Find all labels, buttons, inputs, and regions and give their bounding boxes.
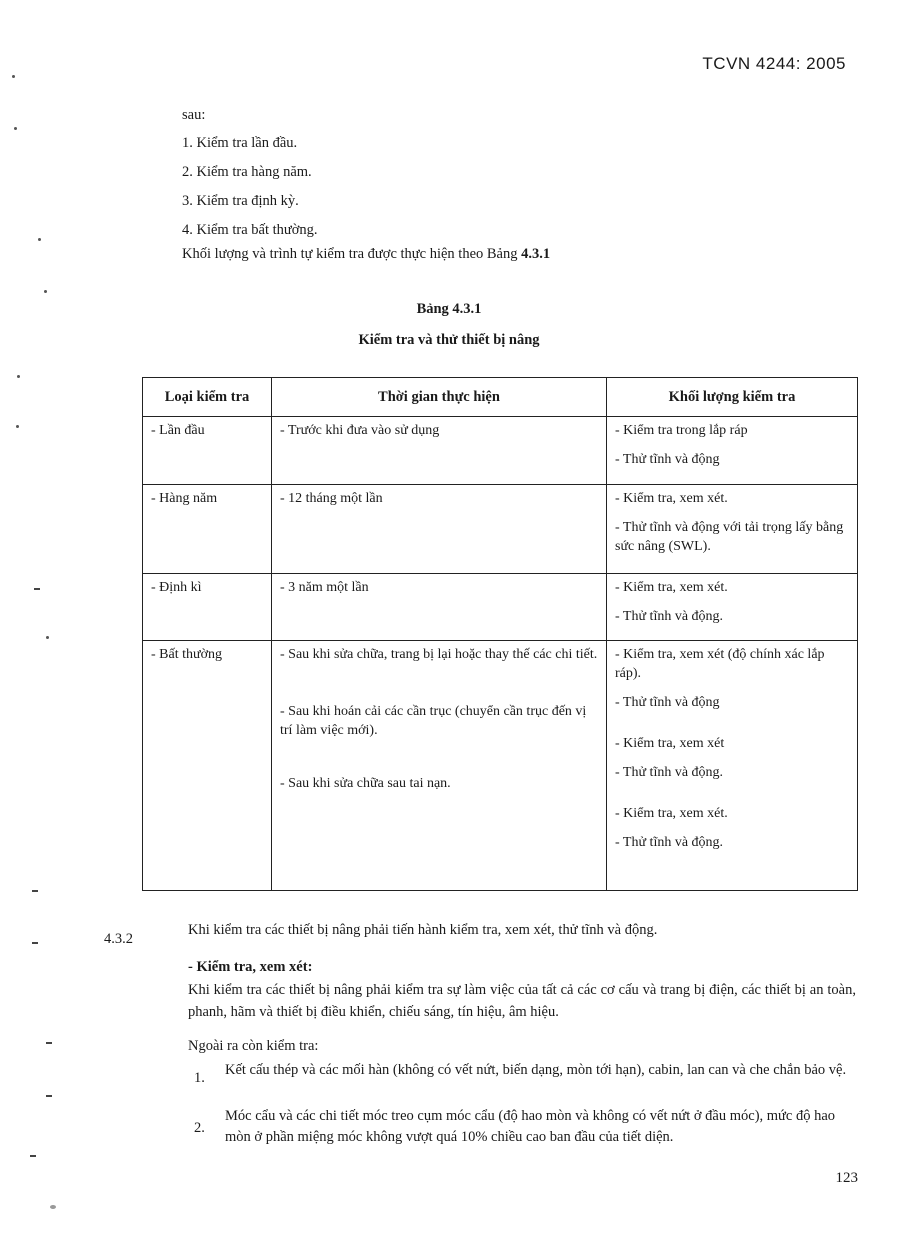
row1-checks <box>607 417 858 485</box>
scan-speck <box>32 890 38 892</box>
table-row <box>143 641 858 891</box>
scan-speck <box>50 1205 56 1209</box>
scan-speck <box>46 1095 52 1097</box>
header-inspection-type: Loại kiểm tra <box>143 378 272 417</box>
row3-checks <box>607 574 858 641</box>
row4-check-c2: - Thử tĩnh và động. <box>615 835 724 850</box>
section-subheading: - Kiểm tra, xem xét: <box>188 959 313 975</box>
row4-time-2: - Sau khi hoán cải các cần trục (chuyển cần trục đến vị trí làm việc mới). <box>280 704 587 738</box>
scan-speck <box>34 588 40 590</box>
header-scope: Khối lượng kiểm tra <box>607 378 858 417</box>
standard-code-header: TCVN 4244: 2005 <box>702 54 846 73</box>
row1-type: - Lần đầu <box>143 417 272 485</box>
row3-time: - 3 năm một lần <box>272 574 607 641</box>
table-row <box>143 417 858 485</box>
intro-lead: sau: <box>182 107 206 123</box>
row3-check-1: - Kiểm tra, xem xét. <box>615 580 728 595</box>
page-number: 123 <box>835 1170 858 1186</box>
row4-checks <box>607 641 858 891</box>
table-reference-text: Khối lượng và trình tự kiểm tra được thực hiện theo Bảng <box>182 246 522 262</box>
scan-speck <box>38 238 41 241</box>
section-paragraph-1: Khi kiểm tra các thiết bị nâng phải kiểm tra sự làm việc của tất cả các cơ cấu và trang bị điện, các thiết bị an toàn, phanh, hãm và thiết bị điều khiển, chiếu sáng, tín hiệu, âm hiệu. <box>188 982 856 1020</box>
row4-check-a2: - Thử tĩnh và động <box>615 695 720 710</box>
row4-time <box>272 641 607 891</box>
scan-speck <box>12 75 15 78</box>
intro-list-item-2: 2. Kiểm tra hàng năm. <box>182 164 312 180</box>
intro-list-item-1: 1. Kiểm tra lần đầu. <box>182 135 298 151</box>
scan-speck <box>16 425 19 428</box>
row4-check-c1: - Kiểm tra, xem xét. <box>615 806 728 821</box>
row4-check-b2: - Thử tĩnh và động. <box>615 765 724 780</box>
row2-check-2: - Thử tĩnh và động với tải trọng lấy bằng sức nâng (SWL). <box>615 520 844 554</box>
row3-type: - Định kì <box>143 574 272 641</box>
scan-speck <box>14 127 17 130</box>
row2-checks <box>607 485 858 574</box>
intro-list-item-4: 4. Kiểm tra bất thường. <box>182 222 318 238</box>
row1-check-1: - Kiểm tra trong lắp ráp <box>615 423 748 438</box>
section-number: 4.3.2 <box>104 931 133 947</box>
row2-check-1: - Kiểm tra, xem xét. <box>615 491 728 506</box>
intro-list-item-3: 3. Kiểm tra định kỳ. <box>182 193 299 209</box>
scan-speck <box>46 636 49 639</box>
row1-time: - Trước khi đưa vào sử dụng <box>272 417 607 485</box>
table-caption-number: Bảng 4.3.1 <box>416 301 482 317</box>
section-intro: Khi kiểm tra các thiết bị nâng phải tiến hành kiểm tra, xem xét, thử tĩnh và động. <box>188 922 658 938</box>
row4-check-a1: - Kiểm tra, xem xét (độ chính xác lắp ráp). <box>615 647 825 681</box>
row4-check-b1: - Kiểm tra, xem xét <box>615 736 725 751</box>
row2-time: - 12 tháng một lần <box>272 485 607 574</box>
header-timing: Thời gian thực hiện <box>272 378 607 417</box>
scan-speck <box>32 942 38 944</box>
section-list-number-2: 2. <box>194 1120 205 1136</box>
row3-check-2: - Thử tĩnh và động. <box>615 609 724 624</box>
table-reference-number: 4.3.1 <box>521 246 551 262</box>
scan-speck <box>30 1155 36 1157</box>
section-paragraph-2: Ngoài ra còn kiểm tra: <box>188 1038 319 1054</box>
row4-type: - Bất thường <box>143 641 272 891</box>
row1-check-2: - Thử tĩnh và động <box>615 452 720 467</box>
scan-speck <box>44 290 47 293</box>
row4-time-3: - Sau khi sửa chữa sau tai nạn. <box>280 776 451 791</box>
row2-type: - Hàng năm <box>143 485 272 574</box>
table-row <box>143 485 858 574</box>
table-reference <box>182 244 550 264</box>
section-list-number-1: 1. <box>194 1070 205 1086</box>
section-list-text-2: Móc cẩu và các chi tiết móc treo cụm móc cẩu (độ hao mòn và không có vết nứt ở đầu móc), mức độ hao mòn ở phần miệng móc không vượt quá 10% chiều cao ban đầu của tiết diện. <box>225 1108 836 1145</box>
table-header-row <box>143 378 858 417</box>
table-row <box>143 574 858 641</box>
table-caption-title: Kiểm tra và thử thiết bị nâng <box>358 332 540 348</box>
scan-speck <box>46 1042 52 1044</box>
section-list-text-1: Kết cấu thép và các mối hàn (không có vết nứt, biến dạng, mòn tới hạn), cabin, lan can và che chắn bảo vệ. <box>225 1062 847 1078</box>
scan-speck <box>17 375 20 378</box>
inspection-table <box>142 377 858 891</box>
row4-time-1: - Sau khi sửa chữa, trang bị lại hoặc thay thế các chi tiết. <box>280 647 598 662</box>
